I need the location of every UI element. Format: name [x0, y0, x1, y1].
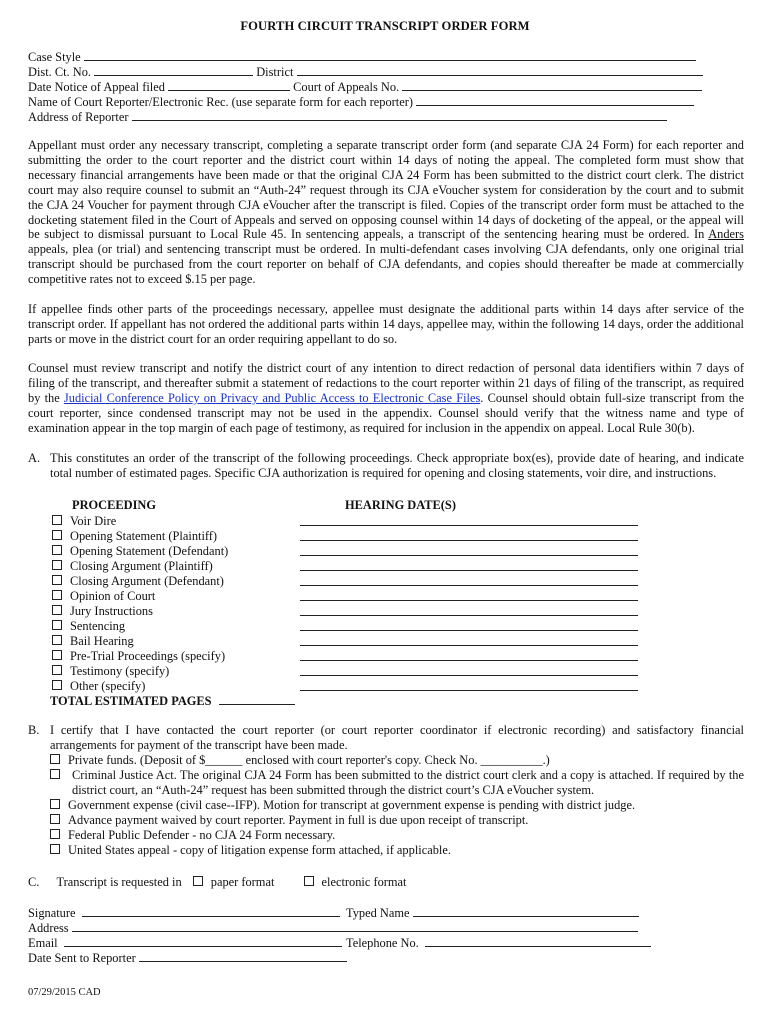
hearing-date-field[interactable]	[300, 675, 638, 676]
cja-checkbox[interactable]	[50, 769, 60, 779]
proceeding-label: Testimony (specify)	[70, 664, 170, 678]
email-row	[28, 935, 342, 950]
section-b-text	[50, 723, 744, 753]
section-c-row	[28, 875, 406, 889]
proceeding-checkbox[interactable]	[52, 635, 62, 645]
proceeding-checkbox[interactable]	[52, 575, 62, 585]
proceeding-row	[52, 559, 213, 573]
federal-defender-checkbox[interactable]	[50, 829, 60, 839]
proceeding-row	[52, 679, 145, 693]
proceeding-row	[52, 589, 155, 603]
coa-no-label: Court of Appeals No.	[293, 80, 400, 94]
proceeding-checkbox[interactable]	[52, 560, 62, 570]
case-style-label: Case Style	[28, 50, 81, 64]
para2-text: If appellee finds other parts of the proceedings necessary, appellee must designate the additional parts within 14 days after service of the transcript order. If appellant has not ordered the additional parts within 14 days, appellee may, within the following 14 days, order the additional parts or move in the district court for an order requiring appellant to do so.	[28, 302, 744, 346]
case-style-field[interactable]	[84, 49, 696, 61]
proceeding-checkbox[interactable]	[52, 515, 62, 525]
proceeding-checkbox[interactable]	[52, 650, 62, 660]
address-field[interactable]	[72, 920, 638, 932]
proceeding-header: PROCEEDING	[72, 498, 156, 512]
reporter-address-row	[28, 109, 667, 124]
option-cja	[72, 768, 744, 798]
coa-no-field[interactable]	[402, 79, 702, 91]
section-a-text	[50, 451, 744, 481]
hearing-date-field[interactable]	[300, 555, 638, 556]
hearing-date-field[interactable]	[300, 585, 638, 586]
dist-ct-no-label: Dist. Ct. No.	[28, 65, 91, 79]
us-appeal-text: United States appeal - copy of litigation expense form attached, if applicable.	[68, 843, 451, 857]
proceeding-row	[52, 619, 125, 633]
total-pages-row	[50, 693, 295, 708]
proceeding-label: Voir Dire	[70, 514, 117, 528]
section-c-text: Transcript is requested in	[56, 875, 182, 889]
proceeding-label: Jury Instructions	[70, 604, 153, 618]
section-b-body: I certify that I have contacted the court reporter (or court reporter coordinator if electronic recording) and satisfactory financial arrangements for payment of the transcript have been made.	[50, 723, 744, 752]
para1-text-a: Appellant must order any necessary transcript, completing a separate transcript order form (and separate CJA 24 Form) for each reporter and submitting the order to the court reporter and the district court within 14 days of noting the appeal. The completed form must show that necessary financial arrangements have been made or that the original CJA 24 Form has been submitted to the district court clerk. The district court may also require counsel to submit an “Auth-24” request through its CJA eVoucher system for consideration by the court and to submit the CJA 24 Voucher for payment through CJA eVoucher after the transcript is filed. Copies of the transcript order form must be attached to the docketing statement filed in the Court of Appeals and served on opposing counsel within 14 days of docketing of the appeal, or the appeal will be subject to dismissal pursuant to Local Rule 45. In sentencing appeals, a transcript of the sentencing hearing must be ordered. In	[28, 138, 744, 242]
electronic-format-label: electronic format	[321, 875, 407, 889]
telephone-row	[346, 935, 651, 950]
anders-text: Anders	[708, 227, 744, 242]
date-sent-field[interactable]	[139, 950, 347, 962]
total-pages-field[interactable]	[219, 693, 295, 705]
paper-format-label: paper format	[210, 875, 275, 889]
typed-name-field[interactable]	[413, 905, 639, 917]
proceeding-checkbox[interactable]	[52, 545, 62, 555]
us-appeal-checkbox[interactable]	[50, 844, 60, 854]
telephone-label: Telephone No.	[346, 936, 419, 950]
option-private-funds	[50, 753, 550, 767]
signature-field[interactable]	[82, 905, 340, 917]
cja-text: Criminal Justice Act. The original CJA 24 Form has been submitted to the district court clerk and a copy is attached. If required by the district court, an “Auth-24” request has been submitted through the district court’s CJA eVoucher system.	[72, 768, 744, 797]
email-label: Email	[28, 936, 58, 950]
proceeding-checkbox[interactable]	[52, 530, 62, 540]
signature-label: Signature	[28, 906, 76, 920]
government-expense-text: Government expense (civil case--IFP). Motion for transcript at government expense is pending with district judge.	[68, 798, 636, 812]
reporter-address-label: Address of Reporter	[28, 110, 129, 124]
proceeding-label: Opening Statement (Plaintiff)	[70, 529, 218, 543]
instructions-paragraph-2	[28, 302, 744, 347]
proceeding-label: Other (specify)	[70, 679, 146, 693]
hearing-date-header: HEARING DATE(S)	[345, 498, 456, 512]
proceeding-checkbox[interactable]	[52, 590, 62, 600]
reporter-name-field[interactable]	[416, 94, 694, 106]
proceeding-row	[52, 574, 224, 588]
para3-text-b: . Counsel should obtain full-size transcript from the court reporter, since condensed transcript may not be used in the appendix. Counsel should verify that the witness name and type of examination appear in the top margin of each page of testimony, as required for inclusion in the appendix on appeal. Local Rule 30(b).	[28, 390, 744, 435]
signature-row	[28, 905, 340, 920]
date-notice-field[interactable]	[168, 79, 290, 91]
proceeding-checkbox[interactable]	[52, 620, 62, 630]
typed-name-label: Typed Name	[346, 906, 410, 920]
proceeding-row	[52, 649, 225, 663]
proceeding-row	[52, 529, 217, 543]
proceeding-checkbox[interactable]	[52, 680, 62, 690]
section-a-body: This constitutes an order of the transcript of the following proceedings. Check appropriate box(es), provide date of hearing, and indicate total number of estimated pages. Specific CJA authorization is required for opening and closing statements, voir dire, and instructions.	[50, 451, 744, 480]
hearing-date-field[interactable]	[300, 660, 638, 661]
section-a-label: A.	[28, 451, 41, 465]
proceeding-row	[52, 664, 169, 678]
hearing-date-field[interactable]	[300, 645, 638, 646]
telephone-field[interactable]	[425, 935, 651, 947]
section-c-label: C.	[28, 875, 40, 889]
advance-payment-checkbox[interactable]	[50, 814, 60, 824]
proceeding-label: Sentencing	[70, 619, 126, 633]
hearing-date-field[interactable]	[300, 690, 638, 691]
government-expense-checkbox[interactable]	[50, 799, 60, 809]
date-sent-row	[28, 950, 347, 965]
proceeding-label: Closing Argument (Plaintiff)	[70, 559, 213, 573]
option-us-appeal	[50, 843, 451, 857]
option-advance-payment	[50, 813, 528, 827]
advance-payment-text: Advance payment waived by court reporter. Payment in full is due upon receipt of transcript.	[68, 813, 529, 827]
hearing-date-field[interactable]	[300, 615, 638, 616]
private-funds-checkbox[interactable]	[50, 754, 60, 764]
date-sent-label: Date Sent to Reporter	[28, 951, 136, 965]
district-field[interactable]	[297, 64, 703, 76]
proceeding-label: Opinion of Court	[70, 589, 156, 603]
proceeding-checkbox[interactable]	[52, 605, 62, 615]
date-notice-label: Date Notice of Appeal filed	[28, 80, 165, 94]
option-cja-checkbox-wrap	[50, 768, 68, 783]
federal-defender-text: Federal Public Defender - no CJA 24 Form necessary.	[68, 828, 336, 842]
email-field[interactable]	[64, 935, 342, 947]
hearing-date-field[interactable]	[300, 570, 638, 571]
case-style-row	[28, 49, 696, 64]
proceeding-row	[52, 634, 134, 648]
private-funds-text: Private funds. (Deposit of $______ enclosed with court reporter's copy. Check No. __________.)	[68, 753, 550, 767]
notice-row	[28, 79, 702, 94]
hearing-date-field[interactable]	[300, 525, 638, 526]
reporter-name-row	[28, 94, 694, 109]
form-title: FOURTH CIRCUIT TRANSCRIPT ORDER FORM	[240, 19, 530, 33]
proceeding-label: Pre-Trial Proceedings (specify)	[70, 649, 226, 663]
section-b-label: B.	[28, 723, 40, 737]
proceeding-row	[52, 544, 228, 558]
proceeding-label: Opening Statement (Defendant)	[70, 544, 229, 558]
para1-text-b: appeals, plea (or trial) and sentencing transcript must be ordered. In multi-defendant cases involving CJA defendants, only one original trial transcript should be purchased from the court reporter on behalf of CJA defendants, and copies should thereafter be made at commercially competitive rates not to exceed $.15 per page.	[28, 242, 744, 287]
hearing-date-field[interactable]	[300, 600, 638, 601]
footer-date-code: 07/29/2015 CAD	[28, 987, 101, 998]
typed-name-row	[346, 905, 639, 920]
address-row	[28, 920, 638, 935]
proceeding-label: Bail Hearing	[70, 634, 134, 648]
dist-ct-row	[28, 64, 703, 79]
proceeding-checkbox[interactable]	[52, 665, 62, 675]
reporter-name-label: Name of Court Reporter/Electronic Rec. (use separate form for each reporter)	[28, 95, 413, 109]
district-label: District	[256, 65, 294, 79]
proceeding-row	[52, 604, 153, 618]
hearing-date-field[interactable]	[300, 540, 638, 541]
reporter-address-field[interactable]	[132, 109, 667, 121]
electronic-format-checkbox[interactable]	[304, 876, 314, 886]
dist-ct-no-field[interactable]	[94, 64, 253, 76]
instructions-paragraph-1	[28, 138, 744, 287]
option-government-expense	[50, 798, 635, 812]
total-pages-label: TOTAL ESTIMATED PAGES	[50, 694, 212, 708]
privacy-policy-link[interactable]: Judicial Conference Policy on Privacy and Public Access to Electronic Case Files	[63, 390, 481, 405]
para3-text-a: Counsel must review transcript and notify the district court of any intention to direct redaction of personal data identifiers within 7 days of filing of the transcript, and thereafter submit a statement of redactions to the court reporter within 21 days of filing of the transcript, as required by the	[28, 361, 744, 405]
proceeding-row	[52, 514, 116, 528]
proceeding-label: Closing Argument (Defendant)	[70, 574, 224, 588]
address-label: Address	[28, 921, 69, 935]
instructions-paragraph-3	[28, 361, 744, 436]
hearing-date-field[interactable]	[300, 630, 638, 631]
option-federal-defender	[50, 828, 335, 842]
paper-format-checkbox[interactable]	[193, 876, 203, 886]
